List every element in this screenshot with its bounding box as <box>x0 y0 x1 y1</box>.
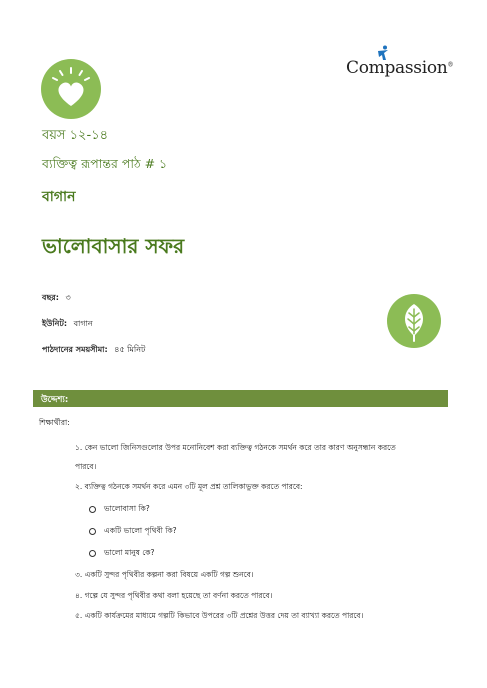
meta-time-value: ৪৫ মিনিট <box>114 345 146 354</box>
meta-age-value: ৩ <box>65 293 71 302</box>
meta-unit-label: ইউনিট: <box>42 319 68 328</box>
bullet-circle-icon <box>89 550 96 557</box>
page-title: ভালোবাসার সফর <box>42 234 185 258</box>
meta-time <box>42 344 145 357</box>
sub-bullet-item <box>89 526 177 535</box>
objective-item-2: ২. ব্যক্তিত্ব গঠনকে সমর্থন করে এমন ৩টি মূল প্রশ্ন তালিকাভুক্ত করতে পারবে: <box>75 482 303 491</box>
objectives-heading: উদ্দেশ্য: <box>41 395 69 405</box>
objective-item-1: ১. কেন ভালো জিনিসগুলোর উপর মনোনিবেশ করা ব্যক্তিত্ব গঠনকে সমর্থন করে তার কারণ অনুসন্ধান করতে <box>75 443 396 452</box>
logo-text: Compassion® <box>346 58 454 78</box>
leaf-icon <box>386 293 442 349</box>
meta-age-label: বছর: <box>42 293 59 302</box>
objective-item-4: ৪. গল্পে যে সুন্দর পৃথিবীর কথা বলা হয়েছে তা বর্ণনা করতে পারবে। <box>75 591 273 600</box>
heart-icon <box>40 58 102 120</box>
meta-time-label: পাঠদানের সময়সীমা: <box>42 345 108 354</box>
objective-item-1-continued: পারবে। <box>75 462 97 471</box>
unit-heading: বাগান <box>42 189 76 205</box>
compassion-logo <box>346 45 454 85</box>
objectives-intro: শিক্ষার্থীরা: <box>39 418 70 427</box>
sub-bullet-item <box>89 504 150 513</box>
meta-unit-value: বাগান <box>73 319 93 328</box>
age-range-heading: বয়স ১২-১৪ <box>42 128 109 143</box>
sub-bullet-text: একটি ভালো পৃথিবী কি? <box>104 526 177 535</box>
objective-item-3: ৩. একটি সুন্দর পৃথিবীর কল্পনা করা বিষয়ে একটি গল্প শুনবে। <box>75 570 254 579</box>
lesson-heading: ব্যক্তিত্ব রূপান্তর পাঠ # ১ <box>42 156 168 171</box>
objective-item-5: ৫. একটি কার্যক্রমের মাধ্যমে গল্পটি কিভাবে উপরের ৩টি প্রশ্নের উত্তর দেয় তা ব্যাখ্যা করতে পারবে। <box>75 611 364 620</box>
meta-age <box>42 292 71 305</box>
sub-bullet-text: ভালোবাসা কি? <box>104 504 150 513</box>
sub-bullet-item <box>89 548 155 557</box>
objectives-header-bar <box>33 390 448 407</box>
bullet-circle-icon <box>89 528 96 535</box>
sub-bullet-text: ভালো মানুষ কে? <box>104 548 155 557</box>
bullet-circle-icon <box>89 506 96 513</box>
meta-unit <box>42 318 93 331</box>
